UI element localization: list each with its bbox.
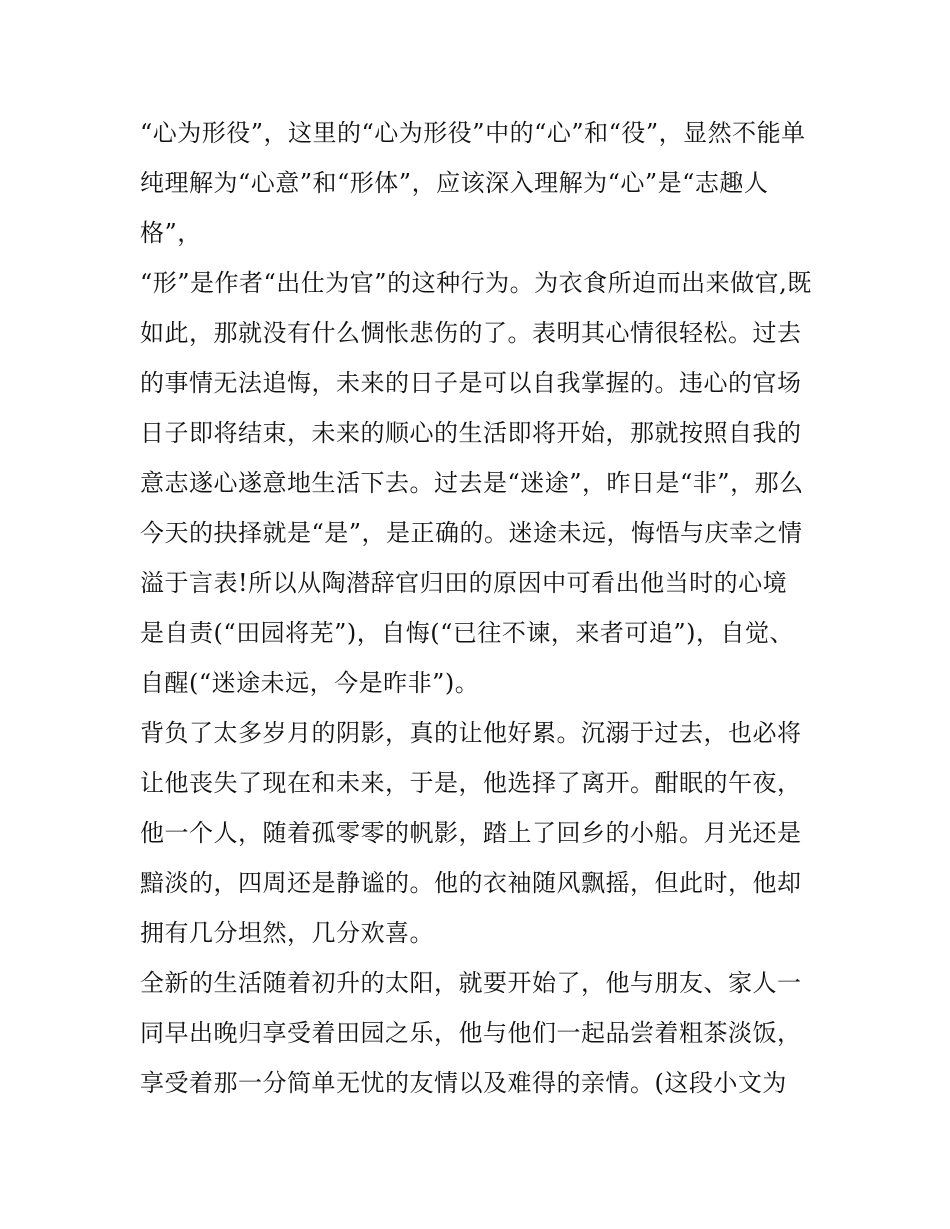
text-line: 享受着那一分简单无忧的友情以及难得的亲情。(这段小文为 bbox=[140, 1069, 787, 1097]
text-line: 日子即将结束，未来的顺心的生活即将开始，那就按照自我的 bbox=[140, 419, 802, 447]
text-line: 黯淡的，四周还是静谧的。他的衣袖随风飘摇，但此时，他却 bbox=[140, 869, 802, 897]
text-line: 他一个人，随着孤零零的帆影，踏上了回乡的小船。月光还是 bbox=[140, 819, 802, 847]
text-line: 如此，那就没有什么惆怅悲伤的了。表明其心情很轻松。过去 bbox=[140, 319, 802, 347]
text-line: 是自责(“田园将芜”)，自悔(“已往不谏，来者可追”)，自觉、 bbox=[140, 619, 795, 647]
text-line: 今天的抉择就是“是”，是正确的。迷途未远，悔悟与庆幸之情 bbox=[140, 519, 803, 547]
text-line: “形”是作者“出仕为官”的这种行为。为衣食所迫而出来做官,既 bbox=[140, 269, 812, 297]
text-line: “心为形役”，这里的“心为形役”中的“心”和“役”，显然不能单 bbox=[140, 119, 806, 147]
text-line: 自醒(“迷途未远，今是昨非”)。 bbox=[140, 669, 480, 697]
text-line: 格”， bbox=[140, 219, 202, 247]
text-line: 溢于言表!所以从陶潜辞官归田的原因中可看出他当时的心境 bbox=[140, 569, 788, 597]
text-line: 拥有几分坦然，几分欢喜。 bbox=[140, 919, 434, 947]
text-line: 同早出晚归享受着田园之乐，他与他们一起品尝着粗茶淡饭， bbox=[140, 1019, 802, 1047]
text-line: 让他丧失了现在和未来，于是，他选择了离开。酣眠的午夜， bbox=[140, 769, 802, 797]
text-line: 纯理解为“心意”和“形体”，应该深入理解为“心”是“志趣人 bbox=[140, 169, 769, 197]
text-line: 意志遂心遂意地生活下去。过去是“迷途”，昨日是“非”，那么 bbox=[140, 469, 804, 497]
text-line: 全新的生活随着初升的太阳，就要开始了，他与朋友、家人一 bbox=[140, 969, 802, 997]
text-line: 的事情无法追悔，未来的日子是可以自我掌握的。违心的官场 bbox=[140, 369, 802, 397]
document-body bbox=[140, 108, 820, 1108]
text-line: 背负了太多岁月的阴影，真的让他好累。沉溺于过去，也必将 bbox=[140, 719, 802, 747]
